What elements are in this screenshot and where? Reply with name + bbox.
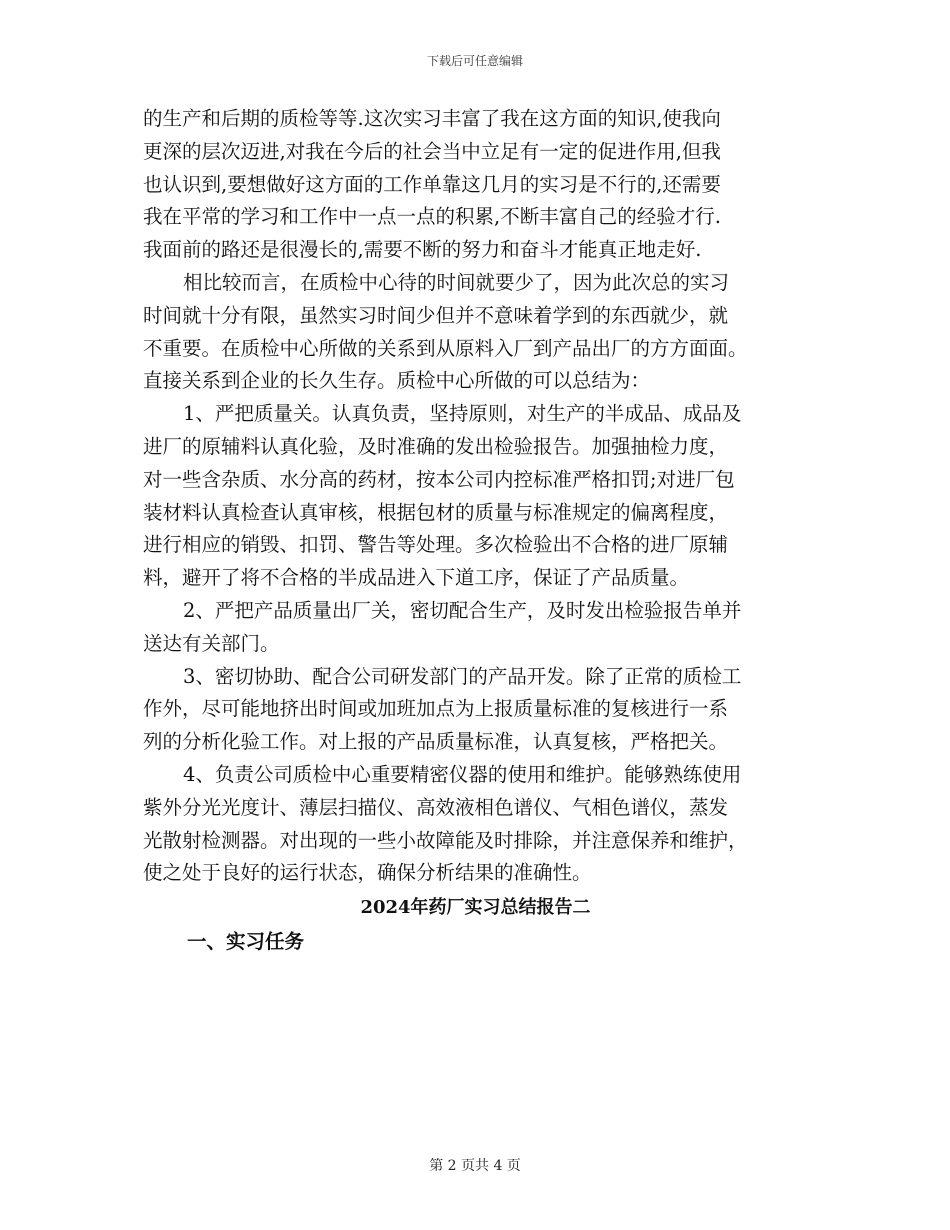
text-line: 时间就十分有限，虽然实习时间少但并不意味着学到的东西就少，就 bbox=[143, 303, 729, 327]
text-line: 对一些含杂质、水分高的药材，按本公司内控标准严格扣罚;对进厂包 bbox=[143, 467, 735, 491]
paragraph-6 bbox=[143, 759, 808, 890]
text-line: 不重要。在质检中心所做的关系到从原料入厂到产品出厂的方方面面。 bbox=[143, 336, 748, 360]
text-line: 2、严把产品质量出厂关，密切配合生产，及时发出检验报告单并 bbox=[183, 598, 742, 622]
text-line: 使之处于良好的运行状态，确保分析结果的准确性。 bbox=[143, 861, 592, 885]
text-line: 也认识到,要想做好这方面的工作单靠这几月的实习是不行的,还需要 bbox=[143, 172, 721, 196]
text-line: 更深的层次迈进,对我在今后的社会当中立足有一定的促进作用,但我 bbox=[143, 139, 721, 163]
text-line: 的生产和后期的质检等等.这次实习丰富了我在这方面的知识,使我向 bbox=[143, 107, 721, 130]
section-subheading: 一、实习任务 bbox=[187, 930, 305, 954]
text-line: 紫外分光光度计、薄层扫描仪、高效液相色谱仪、气相色谱仪，蒸发 bbox=[143, 795, 729, 819]
paragraph-4 bbox=[143, 595, 808, 661]
paragraph-2 bbox=[143, 267, 808, 398]
text-line: 3、密切协助、配合公司研发部门的产品开发。除了正常的质检工 bbox=[183, 664, 742, 688]
text-line: 光散射检测器。对出现的一些小故障能及时排除，并注意保养和维护， bbox=[143, 828, 748, 852]
text-line: 我在平常的学习和工作中一点一点的积累,不断丰富自己的经验才行. bbox=[143, 205, 721, 229]
text-line: 1、严把质量关。认真负责，坚持原则，对生产的半成品、成品及 bbox=[183, 402, 742, 426]
text-line: 直接关系到企业的长久生存。质检中心所做的可以总结为： bbox=[143, 369, 651, 393]
text-line: 进行相应的销毁、扣罚、警告等处理。多次检验出不合格的进厂原辅 bbox=[143, 533, 729, 557]
text-line: 我面前的路还是很漫长的,需要不断的努力和奋斗才能真正地走好. bbox=[143, 238, 702, 262]
section-title: 2024年药厂实习总结报告二 bbox=[360, 897, 591, 919]
paragraph-1 bbox=[143, 103, 808, 267]
page-footer: 第 2 页共 4 页 bbox=[429, 1158, 521, 1174]
text-line: 相比较而言，在质检中心待的时间就要少了，因为此次总的实习 bbox=[183, 270, 730, 294]
text-line: 装材料认真检查认真审核，根据包材的质量与标准规定的偏离程度， bbox=[143, 500, 729, 524]
text-line: 送达有关部门。 bbox=[143, 631, 280, 655]
text-line: 列的分析化验工作。对上报的产品质量标准，认真复核，严格把关。 bbox=[143, 730, 729, 754]
document-body bbox=[143, 103, 808, 959]
text-line: 料，避开了将不合格的半成品进入下道工序，保证了产品质量。 bbox=[143, 566, 690, 590]
paragraph-3 bbox=[143, 398, 808, 595]
text-line: 作外，尽可能地挤出时间或加班加点为上报质量标准的复核进行一系 bbox=[143, 697, 729, 721]
page-header: 下载后可任意编辑 bbox=[426, 54, 523, 68]
paragraph-5 bbox=[143, 661, 808, 759]
text-line: 进厂的原辅料认真化验，及时准确的发出检验报告。加强抽检力度， bbox=[143, 434, 729, 458]
text-line: 4、负责公司质检中心重要精密仪器的使用和维护。能够熟练使用 bbox=[183, 762, 742, 786]
